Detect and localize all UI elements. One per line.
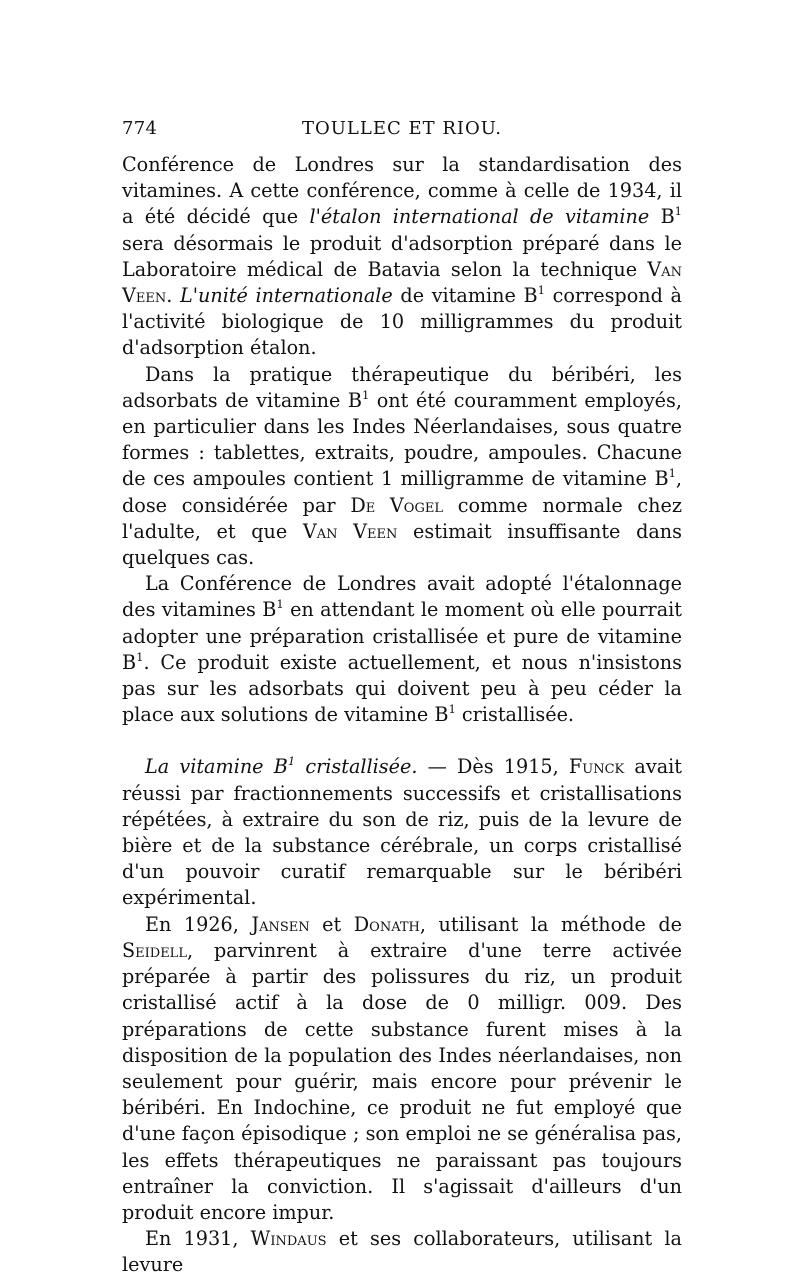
text-run: cristallisée. <box>455 703 575 727</box>
running-head: TOULLEC ET RIOU. <box>302 118 502 139</box>
text-run: . <box>166 284 180 308</box>
paragraph-calibration <box>122 571 682 728</box>
text-run: avait réussi par fractionnements successifs et cristallisations répétées, à extraire du son de riz, puis de la levure de bière et de la substance cérébrale, un corps cristallisé d'un pouvoir curatif remarquable sur le béribéri expérimental. <box>122 755 682 910</box>
section-run-in-heading: cristallisée. <box>295 755 418 779</box>
author-name: Donath <box>353 912 420 936</box>
paragraph-therapeutic-practice <box>122 362 682 572</box>
text-run: estimait insuffisante dans quelques cas. <box>122 519 682 570</box>
section-run-in-heading: La vitamine B <box>145 755 288 779</box>
author-name: Jansen <box>251 912 310 936</box>
superscript: 1 <box>276 597 284 612</box>
paragraph-london-conference <box>122 152 682 362</box>
page-header <box>122 118 682 148</box>
text-run: ont été couramment employés, en particulier dans les Indes Néerlandaises, sous quatre formes : tablettes, extraits, poudre, ampoules. Chacune de ces ampoules contient 1 milligramme de vitamine B <box>122 388 682 491</box>
text-run: de vitamine B <box>392 284 538 308</box>
text-run: comme normale chez l'adulte, et que <box>122 493 682 543</box>
author-name: De Vogel <box>350 493 443 517</box>
paragraph-crystallized-vitamin <box>122 754 682 911</box>
text-run: , utilisant la méthode de <box>419 912 683 936</box>
text-run: Conférence de Londres sur la standardisation des vitamines. A cette conférence, comme à celle de 1934, il a été décidé que <box>122 153 682 229</box>
text-run: En 1926, <box>145 912 252 936</box>
superscript: 1 <box>668 466 676 481</box>
italic-term: L'unité internationale <box>179 284 393 308</box>
text-run: . Ce produit existe actuellement, et nous n'insistons pas sur les adsorbats qui doivent peu à peu céder la place aux solutions de vitamine B <box>122 650 682 727</box>
paragraph-jansen-donath <box>122 912 682 1226</box>
text-run: En 1931, <box>145 1227 251 1251</box>
text-run: , parvinrent à extraire d'une terre activée préparée à partir des polissures du riz, un produit cristallisé actif à la dose de 0 milligr. 009. Des préparations de cette substance furent mises à la disposition de la population des Indes néerlandaises, non seulement pour guérir, mais encore pour prévenir le béribéri. En Indochine, ce produit ne fut employé que d'une façon épisodique ; son emploi ne se généralisa pas, les effets thérapeutiques ne paraissant pas toujours entraîner la conviction. Il s'agissait d'ailleurs d'un produit encore impur. <box>122 938 682 1224</box>
author-name: Funck <box>568 755 625 779</box>
text-run: , dose considérée par <box>122 467 682 517</box>
text-run: B <box>649 205 675 229</box>
text-run: et ses collaborateurs, utilisant la levure <box>122 1227 682 1277</box>
paragraph-windaus <box>122 1226 682 1278</box>
body-text <box>122 152 682 1279</box>
superscript: 1 <box>537 282 545 297</box>
text-run: Dans la pratique thérapeutique du béribéri, les adsorbats de vitamine B <box>122 362 682 412</box>
text-run: en attendant le moment où elle pourrait adopter une préparation cristallisée et pure de vitamine B <box>122 598 682 674</box>
author-name: Seidell <box>122 938 187 962</box>
page-number: 774 <box>122 118 158 139</box>
superscript: 1 <box>448 702 456 717</box>
text-run: sera désormais le produit d'adsorption préparé dans le Laboratoire médical de Batavia selon la technique <box>122 231 682 281</box>
superscript: 1 <box>674 204 682 219</box>
text-run: La Conférence de Londres avait adopté l'étalonnage des vitamines B <box>122 572 682 622</box>
text-run: correspond à l'activité biologique de 10 milligrammes du produit d'adsorption étalon. <box>122 284 682 360</box>
superscript: 1 <box>361 387 370 402</box>
superscript: 1 <box>287 754 296 769</box>
superscript: 1 <box>136 649 144 664</box>
text-run: — Dès 1915, <box>417 755 569 779</box>
author-name: Van Veen <box>122 257 682 308</box>
author-name: Windaus <box>250 1227 327 1251</box>
text-run: et <box>309 912 354 936</box>
italic-term: l'étalon international de vitamine <box>309 205 650 229</box>
author-name: Van Veen <box>302 519 398 543</box>
